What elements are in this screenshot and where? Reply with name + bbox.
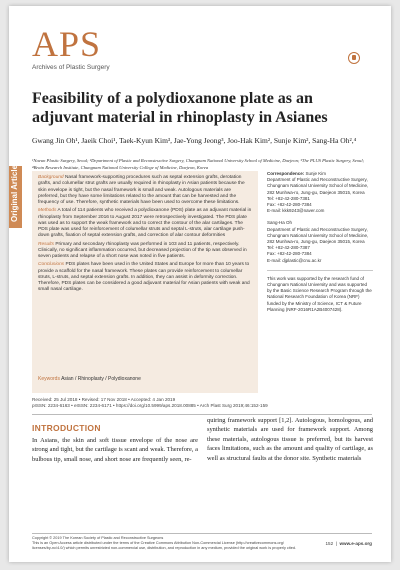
article-page <box>9 6 391 562</box>
keywords <box>38 376 141 382</box>
license-line-2: licenses/by-nc/4.0/) which permits unrestricted non-commercial use, distribution, and reproduction in any medium, provided the original work is properly cited. <box>32 546 297 550</box>
abstract-conclusions-heading: Conclusions <box>38 262 65 268</box>
funding-note: This work was supported by the research fund of Chungnam National University and was supported by the Basic Science Research Program through the National Research Foundation of Korea (NRF) funded by the Ministry of Science, ICT & Future Planning (NRF-2016R1A2B4007428). <box>267 275 372 312</box>
abstract-results-text: Primary and secondary rhinoplasty was performed in 103 and 11 patients, respectively. Clinically, no significant inflammation occurred, but decreased projection of the tip was observed in seven patients and relapse of a short nose was noted in five patients. <box>38 241 247 259</box>
copyright-line: Copyright © 2019 The Korean Society of Plastic and Reconstructive Surgeons <box>32 536 164 540</box>
affiliations: ¹Naeun Plastic Surgery, Seoul; ²Department of Plastic and Reconstructive Surgery, Chungnam National University School of Medicine, Daejeon; ³The PLUS Plastic Surgery, Seoul; ⁴Brain Research Institute, Chungnam National University College of Medicine, Daejeon, Korea <box>32 158 365 170</box>
abstract-methods-text: A total of 114 patients who received a polydioxanone (PDS) plate as an adjuvant material in rhinoplasty from September 2016 to August 2017 were retrospectively investigated. The PDS plate was used as to support the weak framework and to correct the contour of the alar cartilages. The PDS plate was used for reinforcement of columellar struts and septal L-struts, alar cartilage push-down grafts, fixation of septal extension grafts, and correction of alar contour deformities <box>38 208 252 239</box>
crossmark-icon[interactable] <box>348 52 360 64</box>
abstract-results <box>38 242 252 261</box>
article-type-tab <box>9 166 22 228</box>
correspondence-name-2: Sang-Ha Oh <box>267 220 293 226</box>
license-line-1: This is an Open Access article distributed under the terms of the Creative Commons Attribution Non-Commercial License (http://creativecommons.org/ <box>32 541 284 545</box>
article-type-label: Original Article <box>10 164 19 222</box>
correspondence-address-1: Department of Plastic and Reconstructive Surgery, Chungnam National University School of Medicine, 282 Munhwa-ro, Jung-gu, Daejeon 35015, Korea Tel: +82-42-280-7381 Fax: +82-42-280-7384 E-mail: kkk9243@naver.com <box>267 177 369 214</box>
correspondence-address-2: Department of Plastic and Reconstructive Surgery, Chungnam National University School of Medicine, 282 Munhwa-ro, Jung-gu, Daejeon 35015, Korea Tel: +82-42-280-7387 Fax: +82-42-280-7384 E-mail: djplastic@cnu.ac.kr <box>267 226 369 263</box>
received-dates: Received: 25 Jul 2018 • Revised: 17 Nov 2018 • Accepted: 4 Jan 2019 <box>32 397 176 402</box>
page-number-site: 152 | www.e-aps.org <box>325 541 372 546</box>
abstract-background <box>38 175 252 206</box>
intro-left-column: In Asians, the skin and soft tissue envelope of the nose are strong and tight, but the cartilage is scant and weak. Therefore, a bulbous tip, small nose, and short nose are frequently seen, re- <box>32 437 198 463</box>
abstract-conclusions <box>38 262 252 293</box>
journal-site-link[interactable]: www.e-aps.org <box>339 541 372 546</box>
keywords-heading: Keywords <box>38 376 60 382</box>
page-number: 152 <box>325 541 334 546</box>
issn-doi: pISSN: 2234-6163 • eISSN: 2234-6171 • https://doi.org/10.5999/aps.2018.00885 • Arch Plast Surg 2019;46:152-159 <box>32 403 268 408</box>
correspondence-block-2 <box>267 220 373 263</box>
correspondence-block-1 <box>267 171 373 214</box>
journal-logo <box>32 26 110 71</box>
article-title: Feasibility of a polydioxanone plate as an adjuvant material in rhinoplasty in Asianes <box>32 90 328 126</box>
article-dates <box>32 397 372 409</box>
footer-divider <box>32 533 372 534</box>
abstract-methods <box>38 208 252 239</box>
introduction-heading: INTRODUCTION <box>32 423 101 433</box>
abstract-methods-heading: Methods <box>38 208 57 214</box>
correspondence-name-1: Sunje Kim <box>305 171 327 176</box>
intro-right-column: quiring framework support [1,2]. Autologous, homologous, and synthetic materials are used for framework support. Among these materials, autologous tissue is preferred, but its harvest faces limitations, such as the amount and quality of cartilage, as well as structural faults at the donor site. Synthetic materials <box>207 417 373 462</box>
correspondence-column <box>267 171 373 313</box>
abstract-conclusions-text: PDS plates have been used in the United States and Europe for more than 10 years to provide a scaffold for the nasal framework. These plates can provide reinforcement to columellar struts, L-struts, and septal extension grafts. In addition, they can assist in deformity correction. Therefore, PDS plates can be considered a good adjuvant material for Asian patients with weak and small nasal cartilage. <box>38 262 250 293</box>
keywords-text: Asian / Rhinoplasty / Polydioxanone <box>61 376 141 382</box>
abstract-background-heading: Background <box>38 175 64 180</box>
abstract-background-text: Nasal framework-supporting procedures such as septal extension grafts, derotation grafts, and columellar strut grafts are usually required in rhinoplasty in Asian patients because the skin envelope is tight, but the nasal framework is small and weak. Autologous materials are preferred, but they have some limitations related to the amount that can be harvested and the frequency of use. Therefore, synthetic materials have been used to overcome these limitations. <box>38 175 245 205</box>
section-divider <box>32 414 372 415</box>
page-footer <box>32 536 372 551</box>
side-divider <box>267 270 373 271</box>
abstract-box <box>32 171 258 393</box>
author-list: Gwang Jin Oh¹, Jaeik Choi¹, Taek-Kyun Kim³, Jae-Yong Jeong³, Joo-Hak Kim², Sunje Kim², Sang-Ha Oh²,⁴ <box>32 136 357 145</box>
abstract-results-heading: Results <box>38 241 54 247</box>
journal-logo-text: APS <box>32 24 102 64</box>
journal-name: Archives of Plastic Surgery <box>32 64 110 71</box>
correspondence-heading: Correspondence: <box>267 171 305 176</box>
